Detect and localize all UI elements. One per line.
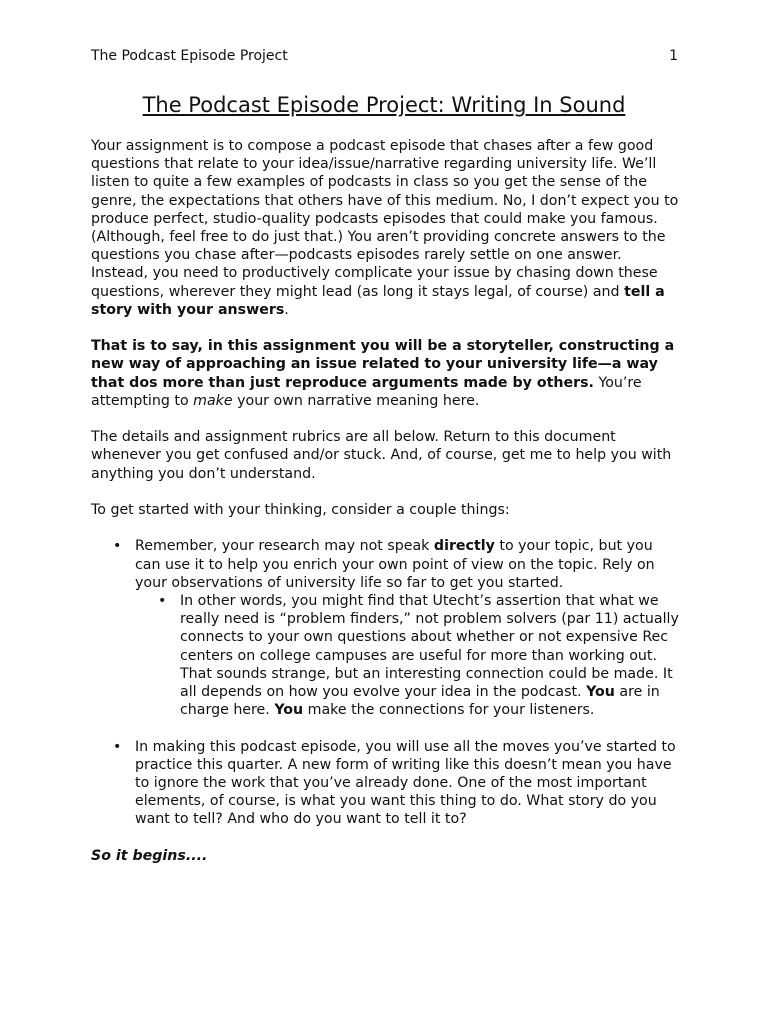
- sub-bullet-after: make the connections for your listeners.: [303, 702, 595, 719]
- bullet-icon: •: [113, 738, 122, 755]
- storyteller-italic: make: [193, 392, 233, 409]
- intro-bold: tell a story with your answers: [91, 283, 665, 318]
- sub-bullet-before: In other words, you might find that Utecht’s assertion that what we really need is “problem finders,” not problem solvers (par 11) actually connects to your own questions about whether or not expensive Rec centers on college campuses are useful for more than working out. That sounds strange, but an interesting connection could be made. It all depends on how you evolve your idea in the podcast.: [180, 593, 679, 701]
- running-header-title: The Podcast Episode Project: [91, 48, 288, 64]
- storyteller-text-before: You’re attempting to: [91, 374, 642, 409]
- bullet-1-before: Remember, your research may not speak: [135, 538, 434, 555]
- list-item: [91, 738, 681, 829]
- sub-bullet-bold-1: You: [586, 684, 615, 701]
- storyteller-bold: That is to say, in this assignment you will be a storyteller, constructing a new way of approaching an issue related to your university life—a way that dos more than just reproduce arguments made by others.: [91, 338, 675, 391]
- details-paragraph: The details and assignment rubrics are all below. Return to this document whenever you get confused and/or stuck. And, of course, get me to help you with anything you don’t understand.: [91, 429, 672, 482]
- get-started-paragraph: To get started with your thinking, consider a couple things:: [91, 502, 510, 519]
- sub-bullet-list: [135, 592, 681, 719]
- bullet-icon: •: [113, 538, 122, 555]
- bullet-icon: •: [158, 593, 167, 610]
- document-body: [91, 137, 681, 883]
- sub-bullet-bold-2: You: [274, 702, 304, 719]
- page-number: 1: [669, 48, 678, 64]
- sub-bullet-mid: are in charge here.: [180, 684, 660, 719]
- bullet-1-after: to your topic, but you can use it to help you enrich your own point of view on the topic. Rely on your observations of university life so far to get you started.: [135, 538, 655, 591]
- list-item: [135, 592, 681, 719]
- document-title: The Podcast Episode Project: Writing In Sound: [142, 93, 626, 117]
- bullet-list: [91, 537, 681, 828]
- intro-end: .: [284, 301, 289, 318]
- storyteller-paragraph: [91, 337, 681, 410]
- bullet-1-bold: directly: [433, 538, 495, 555]
- storyteller-text-after: your own narrative meaning here.: [232, 392, 480, 409]
- intro-text: Your assignment is to compose a podcast episode that chases after a few good questions that relate to your idea/issue/narrative regarding university life. We’ll listen to quite a few examples of podcasts in class so you get the sense of the genre, the expectations that others have of this medium. No, I don’t expect you to produce perfect, studio-quality podcasts episodes that could make you famous. (Although, feel free to do just that.) You aren’t providing concrete answers to the questions you chase after—podcasts episodes rarely settle on one answer. Instead, you need to productively complicate your issue by chasing down these questions, wherever they might lead (as long it stays legal, of course) and: [91, 138, 679, 300]
- bullet-2-text: In making this podcast episode, you will use all the moves you’ve started to practice this quarter. A new form of writing like this doesn’t mean you have to ignore the work that you’ve already done. One of the most important elements, of course, is what you want this thing to do. What story do you want to tell? And who do you want to tell it to?: [135, 738, 676, 828]
- closing-line: So it begins....: [91, 847, 208, 864]
- list-item: [91, 537, 681, 737]
- intro-paragraph: [91, 137, 681, 319]
